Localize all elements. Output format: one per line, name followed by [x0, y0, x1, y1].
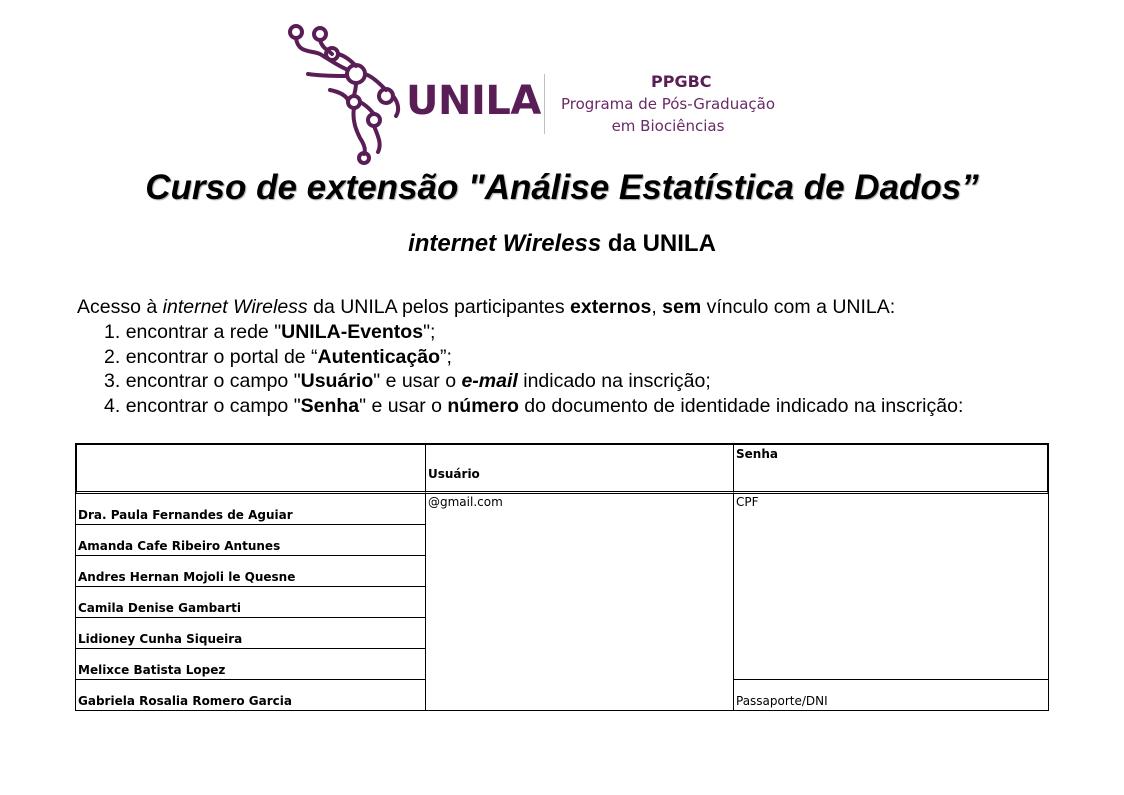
- intro-t1: Acesso à: [77, 296, 163, 318]
- step-num: 1.: [104, 321, 121, 343]
- step-strong-italic: e-mail: [461, 370, 518, 393]
- step-num: 2.: [104, 345, 121, 368]
- participant-name: Lidioney Cunha Siqueira: [76, 618, 426, 649]
- header-senha: Senha: [734, 444, 1048, 494]
- participant-name: Camila Denise Gambarti: [76, 587, 426, 618]
- logo-acronym: PPGBC: [651, 72, 712, 91]
- subtitle-part2: da UNILA: [601, 230, 716, 257]
- step-strong: Autenticação: [317, 345, 440, 368]
- intro-t5: ,: [651, 296, 663, 318]
- logo-program-line2: em Biociências: [611, 117, 725, 135]
- step-2: [104, 346, 963, 371]
- intro-t4: externos: [570, 296, 652, 318]
- logo-program-line1: Programa de Pós-Graduação: [560, 95, 776, 113]
- participants-table: [75, 443, 1049, 711]
- intro-paragraph: [77, 296, 895, 319]
- step-strong: número: [447, 395, 519, 418]
- intro-t7: vínculo com a UNILA:: [701, 296, 896, 318]
- intro-t6: sem: [662, 296, 702, 318]
- step-text: indicado na inscrição;: [517, 370, 711, 393]
- senha-value: CPF: [734, 494, 1048, 680]
- step-text: encontrar a rede ": [125, 321, 282, 343]
- table-header-row: [76, 444, 1048, 494]
- intro-t2: internet Wireless: [162, 296, 308, 318]
- step-4: [104, 395, 963, 420]
- step-strong: Senha: [300, 395, 360, 418]
- senha-value-last: Passaporte/DNI: [736, 694, 828, 708]
- step-num: 3.: [104, 370, 121, 393]
- step-strong: UNILA-Eventos: [281, 321, 424, 343]
- logo-wordmark: UNILA: [406, 78, 541, 124]
- intro-t3: da UNILA pelos participantes: [307, 296, 571, 318]
- table-row: [76, 494, 1048, 525]
- steps-list: [104, 321, 963, 420]
- step-text: " e usar o: [359, 395, 448, 418]
- step-strong: Usuário: [300, 370, 374, 393]
- page-subtitle: [0, 230, 1124, 258]
- unila-emblem-icon: [286, 20, 406, 168]
- step-num: 4.: [104, 395, 121, 418]
- step-3: [104, 370, 963, 395]
- header-usuario: Usuário: [426, 444, 734, 494]
- step-1: [104, 321, 963, 346]
- header-name: [76, 444, 426, 494]
- participant-name: Dra. Paula Fernandes de Aguiar: [76, 494, 426, 525]
- step-text: encontrar o portal de “: [125, 345, 318, 368]
- step-text: ”;: [440, 345, 452, 368]
- subtitle-part1: internet Wireless: [408, 230, 602, 257]
- step-text: ";: [423, 321, 436, 343]
- participant-name: Amanda Cafe Ribeiro Antunes: [76, 525, 426, 556]
- unila-logo: [286, 20, 806, 168]
- step-text: encontrar o campo ": [125, 370, 301, 393]
- participant-name: Melixce Batista Lopez: [76, 649, 426, 680]
- step-text: " e usar o: [373, 370, 462, 393]
- step-text: encontrar o campo ": [125, 395, 301, 418]
- usuario-value: @gmail.com: [426, 494, 734, 710]
- participant-name: Andres Hernan Mojoli le Quesne: [76, 556, 426, 587]
- participant-name: Gabriela Rosalia Romero Garcia: [76, 680, 426, 710]
- page-title: Curso de extensão "Análise Estatística de Dados”: [145, 168, 979, 207]
- step-text: do documento de identidade indicado na inscrição:: [518, 395, 964, 418]
